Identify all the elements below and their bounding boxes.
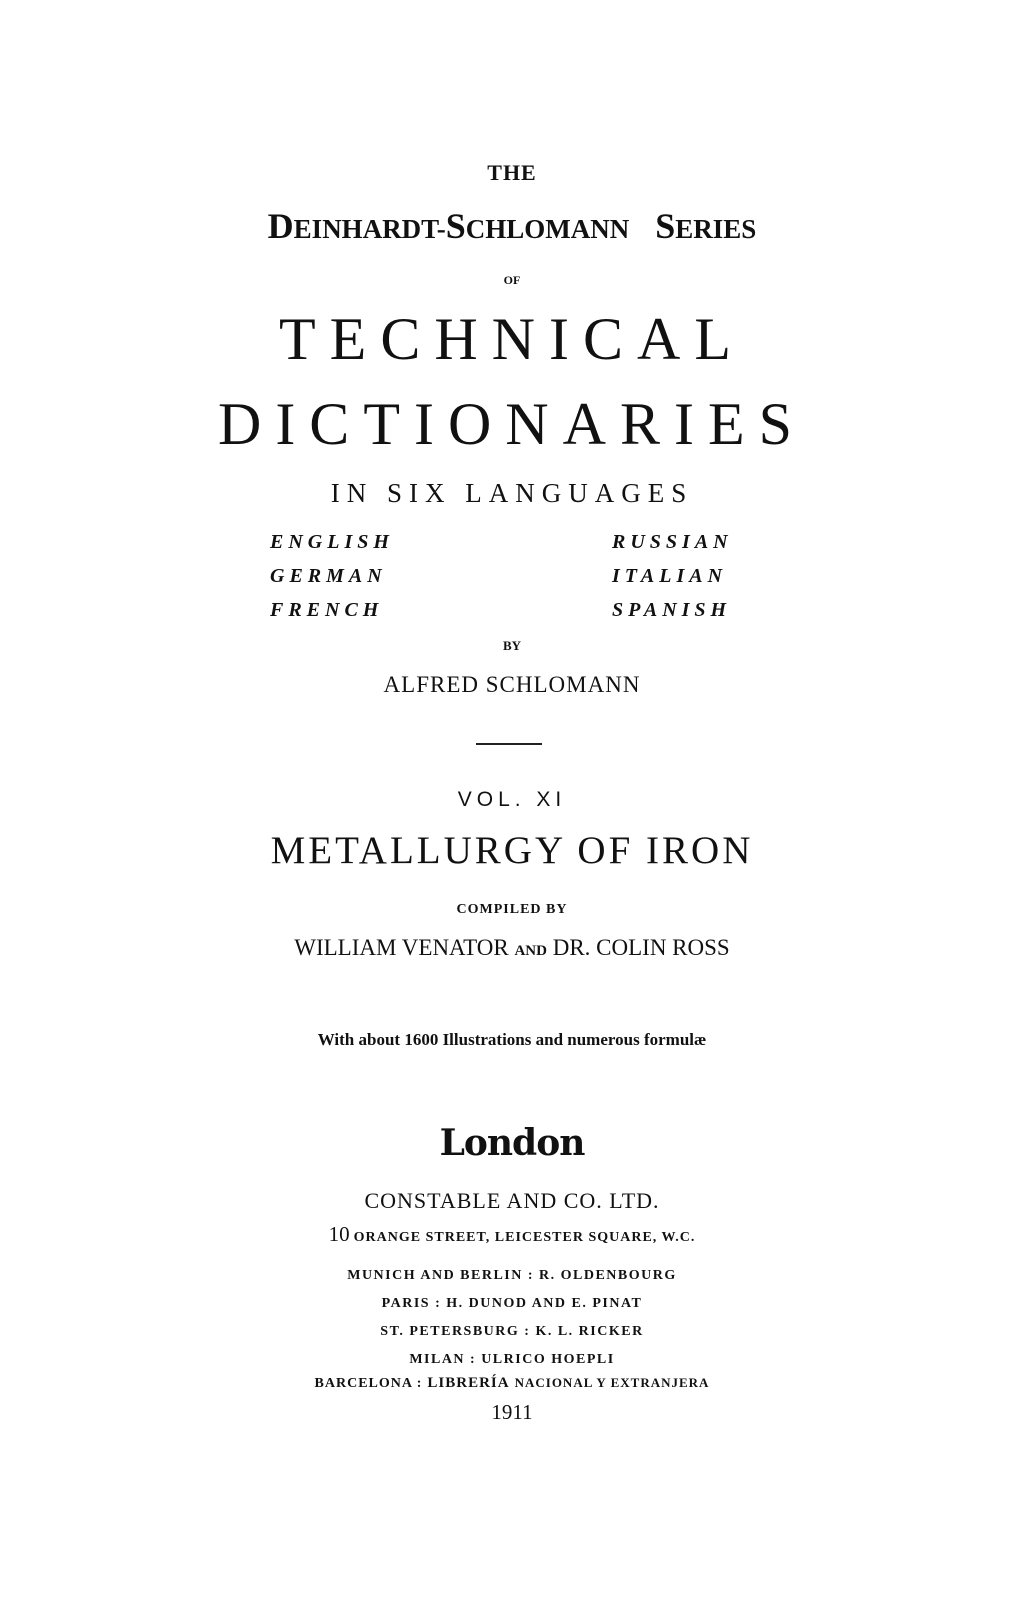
volume-title: METALLURGY OF IRON <box>270 829 754 872</box>
agent-munich-berlin: MUNICH AND BERLIN : R. OLDENBOURG <box>347 1268 677 1283</box>
series-initial-s: S <box>445 206 466 246</box>
divider-rule <box>476 743 542 745</box>
address-street: ORANGE STREET, LEICESTER SQUARE, W.C. <box>353 1230 696 1245</box>
author-name: ALFRED SCHLOMANN <box>383 672 641 697</box>
language-english: ENGLISH <box>270 531 394 553</box>
series-text-chlomann: CHLOMANN <box>465 214 630 244</box>
barcelona-label: BARCELONA : <box>314 1376 423 1391</box>
publisher-address <box>0 1222 1024 1247</box>
compiler-colin-ross: DR. COLIN ROSS <box>552 935 730 960</box>
languages-left <box>270 525 394 627</box>
language-german: GERMAN <box>270 565 387 587</box>
agent-milan: MILAN : ULRICO HOEPLI <box>409 1352 615 1367</box>
subtitle-six-languages: IN SIX LANGUAGES <box>330 478 694 508</box>
compilers <box>0 935 1024 961</box>
series-initial-d: D <box>267 206 294 246</box>
series-text-einhardt: EINHARDT- <box>293 214 446 244</box>
language-italian: ITALIAN <box>612 565 728 587</box>
publication-year: 1911 <box>491 1400 533 1424</box>
address-number: 10 <box>328 1222 350 1246</box>
agent-barcelona <box>0 1374 1024 1392</box>
publisher-name: CONSTABLE AND CO. LTD. <box>364 1188 660 1213</box>
title-dictionaries: DICTIONARIES <box>218 391 806 457</box>
title-technical: TECHNICAL <box>279 306 745 372</box>
agents-list <box>0 1262 1024 1374</box>
agent-paris: PARIS : H. DUNOD AND E. PINAT <box>381 1296 643 1311</box>
series-text-eries: ERIES <box>675 214 757 244</box>
imprint-city: London <box>439 1122 585 1164</box>
of-text: OF <box>503 273 521 287</box>
barcelona-libreria: LIBRERÍA <box>427 1375 510 1391</box>
illustrations-note: With about 1600 Illustrations and numerous formulæ <box>317 1030 707 1049</box>
compiler-william-venator: WILLIAM VENATOR <box>294 935 509 960</box>
language-russian: RUSSIAN <box>612 531 733 553</box>
the-heading: THE <box>487 160 537 185</box>
barcelona-rest: NACIONAL Y EXTRANJERA <box>514 1375 710 1390</box>
compilers-and: AND <box>514 943 547 959</box>
language-spanish: SPANISH <box>612 599 732 621</box>
series-name <box>0 205 1024 247</box>
volume-number: VOL. XI <box>457 788 567 811</box>
series-initial-s2: S <box>655 206 676 246</box>
compiled-by-text: COMPILED BY <box>456 902 568 917</box>
by-text: BY <box>502 638 522 653</box>
language-french: FRENCH <box>270 599 384 621</box>
agent-st-petersburg: ST. PETERSBURG : K. L. RICKER <box>380 1324 644 1339</box>
languages-right <box>612 525 733 627</box>
